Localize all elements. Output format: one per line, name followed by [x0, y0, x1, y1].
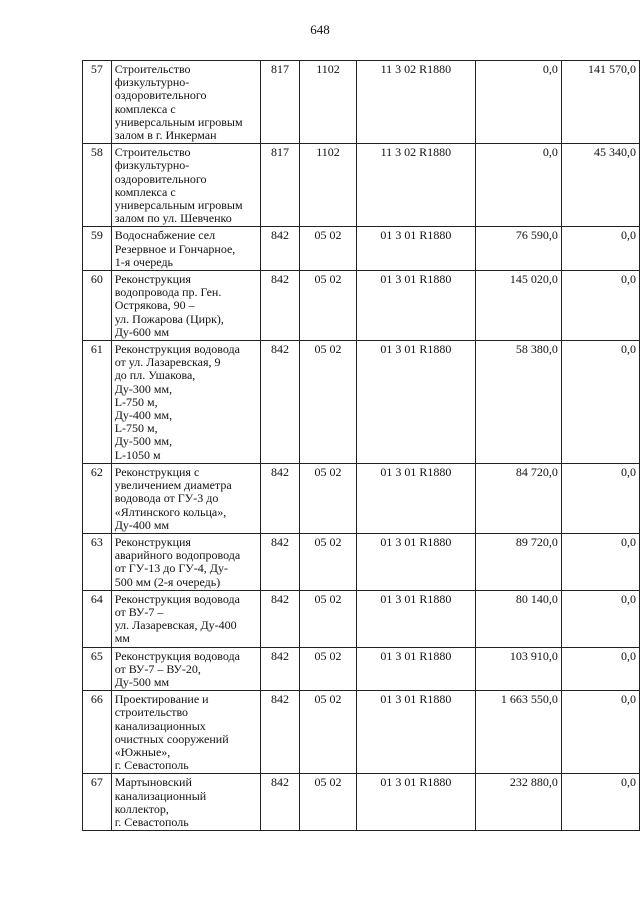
amount-second: 0,0 — [561, 341, 639, 464]
object-name: Водоснабжение сел Резервное и Гончарное, 1-я очередь — [111, 227, 260, 271]
department-code: 842 — [260, 271, 300, 341]
object-name: Мартыновский канализационный коллектор, г. Севастополь — [111, 774, 260, 831]
row-number: 58 — [83, 144, 112, 227]
section-code: 05 02 — [300, 691, 356, 774]
department-code: 842 — [260, 647, 300, 691]
amount-second: 0,0 — [561, 227, 639, 271]
object-name: Реконструкция водовода от ВУ-7 – ул. Лазаревская, Ду-400 мм — [111, 590, 260, 647]
amount-first: 232 880,0 — [476, 774, 562, 831]
amount-second: 0,0 — [561, 774, 639, 831]
target-article-code: 01 3 01 R1880 — [356, 341, 475, 464]
table-row — [83, 533, 640, 590]
amount-second: 0,0 — [561, 691, 639, 774]
table-row — [83, 774, 640, 831]
section-code: 05 02 — [300, 647, 356, 691]
row-number: 65 — [83, 647, 112, 691]
object-name: Проектирование и строительство канализационных очистных сооружений «Южные», г. Севастополь — [111, 691, 260, 774]
object-name: Реконструкция водовода от ул. Лазаревская, 9 до пл. Ушакова, Ду-300 мм, L-750 м, Ду-400 мм, L-750 м, Ду-500 мм, L-1050 м — [111, 341, 260, 464]
target-article-code: 01 3 01 R1880 — [356, 533, 475, 590]
object-name: Строительство физкультурно- оздоровительного комплекса с универсальным игровым залом в г. Инкерман — [111, 61, 260, 144]
table-row — [83, 271, 640, 341]
section-code: 05 02 — [300, 227, 356, 271]
target-article-code: 01 3 01 R1880 — [356, 463, 475, 533]
section-code: 05 02 — [300, 774, 356, 831]
row-number: 66 — [83, 691, 112, 774]
section-code: 05 02 — [300, 463, 356, 533]
department-code: 817 — [260, 61, 300, 144]
object-name: Реконструкция водопровода пр. Ген. Острякова, 90 – ул. Пожарова (Цирк), Ду-600 мм — [111, 271, 260, 341]
row-number: 62 — [83, 463, 112, 533]
table-row — [83, 341, 640, 464]
department-code: 842 — [260, 533, 300, 590]
table-row — [83, 463, 640, 533]
section-code: 1102 — [300, 144, 356, 227]
object-name: Строительство физкультурно- оздоровительного комплекса с универсальным игровым залом по ул. Шевченко — [111, 144, 260, 227]
table-row — [83, 647, 640, 691]
amount-first: 103 910,0 — [476, 647, 562, 691]
amount-first: 76 590,0 — [476, 227, 562, 271]
target-article-code: 01 3 01 R1880 — [356, 590, 475, 647]
target-article-code: 11 3 02 R1880 — [356, 61, 475, 144]
target-article-code: 01 3 01 R1880 — [356, 647, 475, 691]
amount-first: 84 720,0 — [476, 463, 562, 533]
section-code: 05 02 — [300, 590, 356, 647]
amount-first: 0,0 — [476, 61, 562, 144]
row-number: 67 — [83, 774, 112, 831]
target-article-code: 01 3 01 R1880 — [356, 271, 475, 341]
table-row — [83, 61, 640, 144]
row-number: 61 — [83, 341, 112, 464]
department-code: 842 — [260, 691, 300, 774]
amount-first: 0,0 — [476, 144, 562, 227]
row-number: 59 — [83, 227, 112, 271]
department-code: 842 — [260, 590, 300, 647]
amount-second: 45 340,0 — [561, 144, 639, 227]
table-row — [83, 590, 640, 647]
object-name: Реконструкция аварийного водопровода от ГУ-13 до ГУ-4, Ду- 500 мм (2-я очередь) — [111, 533, 260, 590]
amount-second: 0,0 — [561, 463, 639, 533]
department-code: 842 — [260, 341, 300, 464]
object-name: Реконструкция с увеличением диаметра водовода от ГУ-3 до «Ялтинского кольца», Ду-400 мм — [111, 463, 260, 533]
page-number: 648 — [310, 22, 330, 37]
row-number: 57 — [83, 61, 112, 144]
table-row — [83, 227, 640, 271]
row-number: 64 — [83, 590, 112, 647]
amount-second: 141 570,0 — [561, 61, 639, 144]
target-article-code: 01 3 01 R1880 — [356, 691, 475, 774]
department-code: 842 — [260, 774, 300, 831]
section-code: 05 02 — [300, 533, 356, 590]
row-number: 63 — [83, 533, 112, 590]
table-row — [83, 144, 640, 227]
section-code: 1102 — [300, 61, 356, 144]
target-article-code: 01 3 01 R1880 — [356, 227, 475, 271]
amount-first: 1 663 550,0 — [476, 691, 562, 774]
department-code: 842 — [260, 463, 300, 533]
section-code: 05 02 — [300, 271, 356, 341]
amount-first: 80 140,0 — [476, 590, 562, 647]
amount-second: 0,0 — [561, 271, 639, 341]
object-name: Реконструкция водовода от ВУ-7 – ВУ-20, Ду-500 мм — [111, 647, 260, 691]
budget-table — [82, 60, 640, 831]
section-code: 05 02 — [300, 341, 356, 464]
amount-first: 58 380,0 — [476, 341, 562, 464]
target-article-code: 01 3 01 R1880 — [356, 774, 475, 831]
amount-second: 0,0 — [561, 590, 639, 647]
amount-first: 145 020,0 — [476, 271, 562, 341]
table-row — [83, 691, 640, 774]
amount-second: 0,0 — [561, 533, 639, 590]
department-code: 842 — [260, 227, 300, 271]
row-number: 60 — [83, 271, 112, 341]
department-code: 817 — [260, 144, 300, 227]
target-article-code: 11 3 02 R1880 — [356, 144, 475, 227]
amount-first: 89 720,0 — [476, 533, 562, 590]
amount-second: 0,0 — [561, 647, 639, 691]
